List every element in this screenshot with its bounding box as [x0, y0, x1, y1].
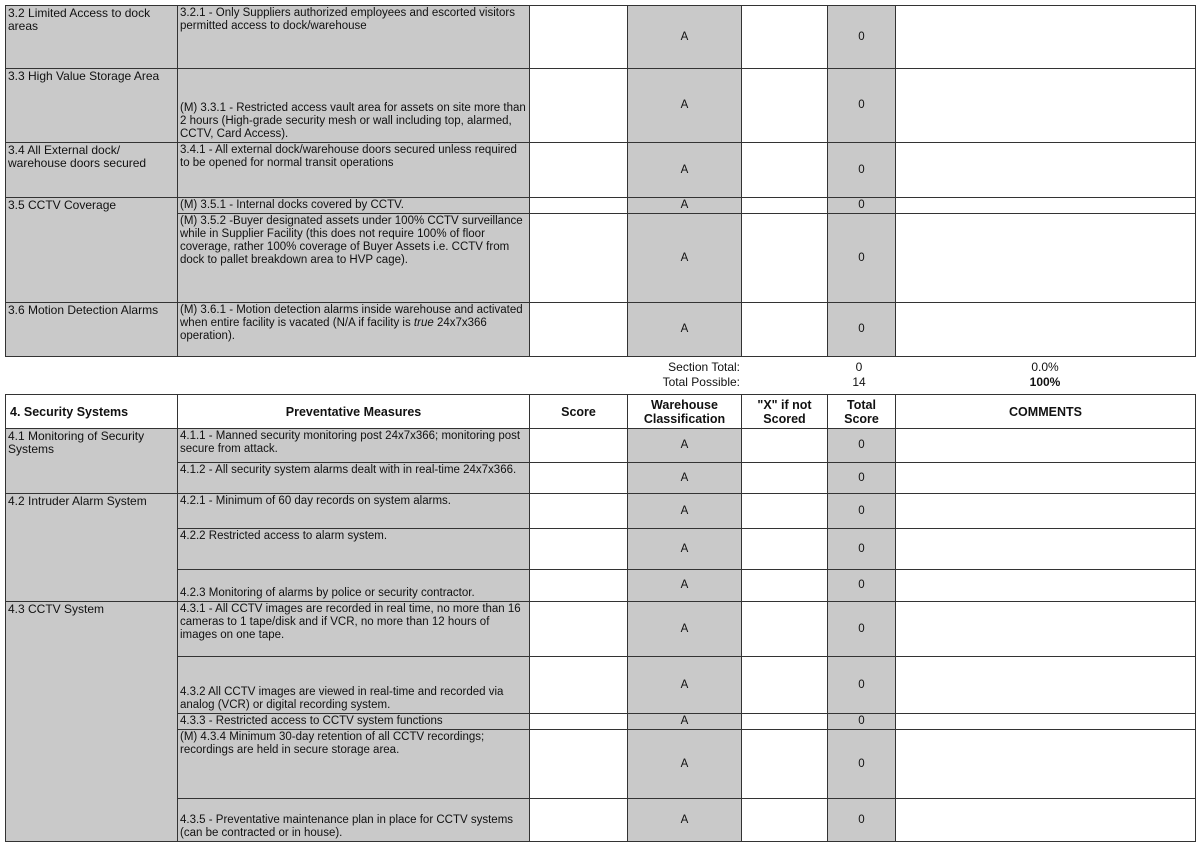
score-cell[interactable]	[530, 429, 628, 463]
measure-cell: 4.3.5 - Preventative maintenance plan in place for CCTV systems (can be contracted or in house).	[178, 799, 530, 842]
total-score-cell: 0	[828, 69, 896, 143]
not-scored-cell[interactable]	[742, 6, 828, 69]
section-title: 4. Security Systems	[6, 395, 178, 429]
measure-cell: 4.2.1 - Minimum of 60 day records on system alarms.	[178, 494, 530, 529]
classification-cell: A	[628, 429, 742, 463]
total-score-cell: 0	[828, 799, 896, 842]
measure-cell: 4.3.1 - All CCTV images are recorded in real time, no more than 16 cameras to 1 tape/disk and if VCR, no more than 12 hours of images on one tape.	[178, 602, 530, 657]
classification-cell: A	[628, 494, 742, 529]
comments-cell[interactable]	[896, 799, 1196, 842]
measure-cell: 4.1.2 - All security system alarms dealt with in real-time 24x7x366.	[178, 463, 530, 494]
comments-cell[interactable]	[896, 214, 1196, 303]
measure-cell	[178, 303, 530, 357]
total-possible-label: Total Possible:	[662, 375, 740, 389]
total-score-cell: 0	[828, 730, 896, 799]
total-score-cell: 0	[828, 602, 896, 657]
measure-cell: (M) 3.5.1 - Internal docks covered by CCTV.	[178, 198, 530, 214]
table-row	[6, 429, 1196, 463]
score-cell[interactable]	[530, 463, 628, 494]
score-cell[interactable]	[530, 730, 628, 799]
total-score-cell: 0	[828, 143, 896, 198]
score-cell[interactable]	[530, 657, 628, 714]
score-cell[interactable]	[530, 799, 628, 842]
total-score-cell: 0	[828, 429, 896, 463]
header-total-score: Total Score	[828, 395, 896, 429]
score-cell[interactable]	[530, 143, 628, 198]
header-score: Score	[530, 395, 628, 429]
classification-cell: A	[628, 463, 742, 494]
total-score-cell: 0	[828, 463, 896, 494]
comments-cell[interactable]	[896, 143, 1196, 198]
measure-cell: 4.1.1 - Manned security monitoring post 24x7x366; monitoring post secure from attack.	[178, 429, 530, 463]
category-cell: 4.2 Intruder Alarm System	[6, 494, 178, 602]
not-scored-cell[interactable]	[742, 69, 828, 143]
table-row	[6, 198, 1196, 214]
total-score-cell: 0	[828, 657, 896, 714]
classification-cell: A	[628, 143, 742, 198]
measure-cell: 4.3.2 All CCTV images are viewed in real-time and recorded via analog (VCR) or digital recording system.	[178, 657, 530, 714]
comments-cell[interactable]	[896, 602, 1196, 657]
comments-cell[interactable]	[896, 6, 1196, 69]
not-scored-cell[interactable]	[742, 198, 828, 214]
table-row	[6, 494, 1196, 529]
total-score-cell: 0	[828, 303, 896, 357]
measure-cell: 4.2.2 Restricted access to alarm system.	[178, 529, 530, 570]
table-row	[6, 6, 1196, 69]
table-header-row	[6, 395, 1196, 429]
score-cell[interactable]	[530, 602, 628, 657]
category-cell: 3.5 CCTV Coverage	[6, 198, 178, 303]
measure-cell: 4.2.3 Monitoring of alarms by police or security contractor.	[178, 570, 530, 602]
classification-cell: A	[628, 657, 742, 714]
section4-table	[5, 394, 1196, 842]
classification-cell: A	[628, 714, 742, 730]
total-score-cell: 0	[828, 198, 896, 214]
category-cell: 3.2 Limited Access to dock areas	[6, 6, 178, 69]
comments-cell[interactable]	[896, 714, 1196, 730]
comments-cell[interactable]	[896, 529, 1196, 570]
table-row	[6, 602, 1196, 657]
not-scored-cell[interactable]	[742, 303, 828, 357]
table-row	[6, 214, 1196, 303]
score-cell[interactable]	[530, 494, 628, 529]
classification-cell: A	[628, 214, 742, 303]
total-score-cell: 0	[828, 529, 896, 570]
section-total-value: 0	[855, 360, 863, 374]
table-row	[6, 463, 1196, 494]
classification-cell: A	[628, 6, 742, 69]
not-scored-cell[interactable]	[742, 463, 828, 494]
category-cell: 3.4 All External dock/ warehouse doors secured	[6, 143, 178, 198]
score-cell[interactable]	[530, 570, 628, 602]
classification-cell: A	[628, 198, 742, 214]
total-score-cell: 0	[828, 494, 896, 529]
not-scored-cell[interactable]	[742, 714, 828, 730]
not-scored-cell[interactable]	[742, 143, 828, 198]
score-cell[interactable]	[530, 214, 628, 303]
comments-cell[interactable]	[896, 494, 1196, 529]
comments-cell[interactable]	[896, 69, 1196, 143]
measure-cell: 3.4.1 - All external dock/warehouse doors secured unless required to be opened for normal transit operations	[178, 143, 530, 198]
classification-cell: A	[628, 69, 742, 143]
table-row	[6, 799, 1196, 842]
table-row	[6, 143, 1196, 198]
comments-cell[interactable]	[896, 429, 1196, 463]
total-score-cell: 0	[828, 714, 896, 730]
score-cell[interactable]	[530, 303, 628, 357]
table-row	[6, 69, 1196, 143]
table-row	[6, 529, 1196, 570]
category-cell: 4.1 Monitoring of Security Systems	[6, 429, 178, 494]
table-row	[6, 714, 1196, 730]
header-classification: Warehouse Classification	[628, 395, 742, 429]
classification-cell: A	[628, 529, 742, 570]
not-scored-cell[interactable]	[742, 730, 828, 799]
comments-cell[interactable]	[896, 463, 1196, 494]
section-total-label: Section Total:	[668, 360, 740, 374]
total-score-cell: 0	[828, 570, 896, 602]
score-cell[interactable]	[530, 198, 628, 214]
category-cell: 3.3 High Value Storage Area	[6, 69, 178, 143]
total-possible-value: 14	[852, 375, 866, 389]
category-cell: 4.3 CCTV System	[6, 602, 178, 842]
header-not-scored: "X" if not Scored	[742, 395, 828, 429]
classification-cell: A	[628, 602, 742, 657]
measure-emphasis: true	[413, 317, 434, 329]
classification-cell: A	[628, 303, 742, 357]
header-measures: Preventative Measures	[178, 395, 530, 429]
comments-cell[interactable]	[896, 730, 1196, 799]
measure-cell: (M) 3.5.2 -Buyer designated assets under 100% CCTV surveillance while in Supplier Facility (this does not require 100% of floor coverage, rather 100% coverage of Buyer Assets i.e. CCTV from dock to pallet breakdown area to HVP cage).	[178, 214, 530, 303]
not-scored-cell[interactable]	[742, 429, 828, 463]
section-total-percent: 0.0%	[1031, 360, 1059, 374]
not-scored-cell[interactable]	[742, 657, 828, 714]
classification-cell: A	[628, 570, 742, 602]
measure-text: (M) 3.6.1 - Motion detection alarms inside warehouse and activated when entire facility is vacated (N/A if facility is	[180, 304, 523, 329]
classification-cell: A	[628, 799, 742, 842]
not-scored-cell[interactable]	[742, 494, 828, 529]
table-row	[6, 730, 1196, 799]
section3-table	[5, 5, 1196, 357]
measure-cell: 4.3.3 - Restricted access to CCTV system functions	[178, 714, 530, 730]
not-scored-cell[interactable]	[742, 570, 828, 602]
comments-cell[interactable]	[896, 570, 1196, 602]
total-possible-percent: 100%	[1029, 375, 1061, 389]
classification-cell: A	[628, 730, 742, 799]
not-scored-cell[interactable]	[742, 529, 828, 570]
measure-cell: (M) 3.3.1 - Restricted access vault area for assets on site more than 2 hours (High-grade security mesh or wall including top, alarmed, CCTV, Card Access).	[178, 69, 530, 143]
measure-text: 24x7x366 operation).	[180, 317, 487, 342]
table-row	[6, 303, 1196, 357]
header-comments: COMMENTS	[896, 395, 1196, 429]
total-score-cell: 0	[828, 6, 896, 69]
not-scored-cell[interactable]	[742, 602, 828, 657]
table-row	[6, 570, 1196, 602]
category-cell: 3.6 Motion Detection Alarms	[6, 303, 178, 357]
score-cell[interactable]	[530, 69, 628, 143]
table-row	[6, 657, 1196, 714]
total-score-cell: 0	[828, 214, 896, 303]
comments-cell[interactable]	[896, 303, 1196, 357]
section-totals	[5, 360, 1195, 392]
comments-cell[interactable]	[896, 198, 1196, 214]
score-cell[interactable]	[530, 6, 628, 69]
measure-cell: (M) 4.3.4 Minimum 30-day retention of all CCTV recordings; recordings are held in secure storage area.	[178, 730, 530, 799]
measure-cell: 3.2.1 - Only Suppliers authorized employees and escorted visitors permitted access to dock/warehouse	[178, 6, 530, 69]
score-cell[interactable]	[530, 714, 628, 730]
comments-cell[interactable]	[896, 657, 1196, 714]
not-scored-cell[interactable]	[742, 214, 828, 303]
not-scored-cell[interactable]	[742, 799, 828, 842]
score-cell[interactable]	[530, 529, 628, 570]
